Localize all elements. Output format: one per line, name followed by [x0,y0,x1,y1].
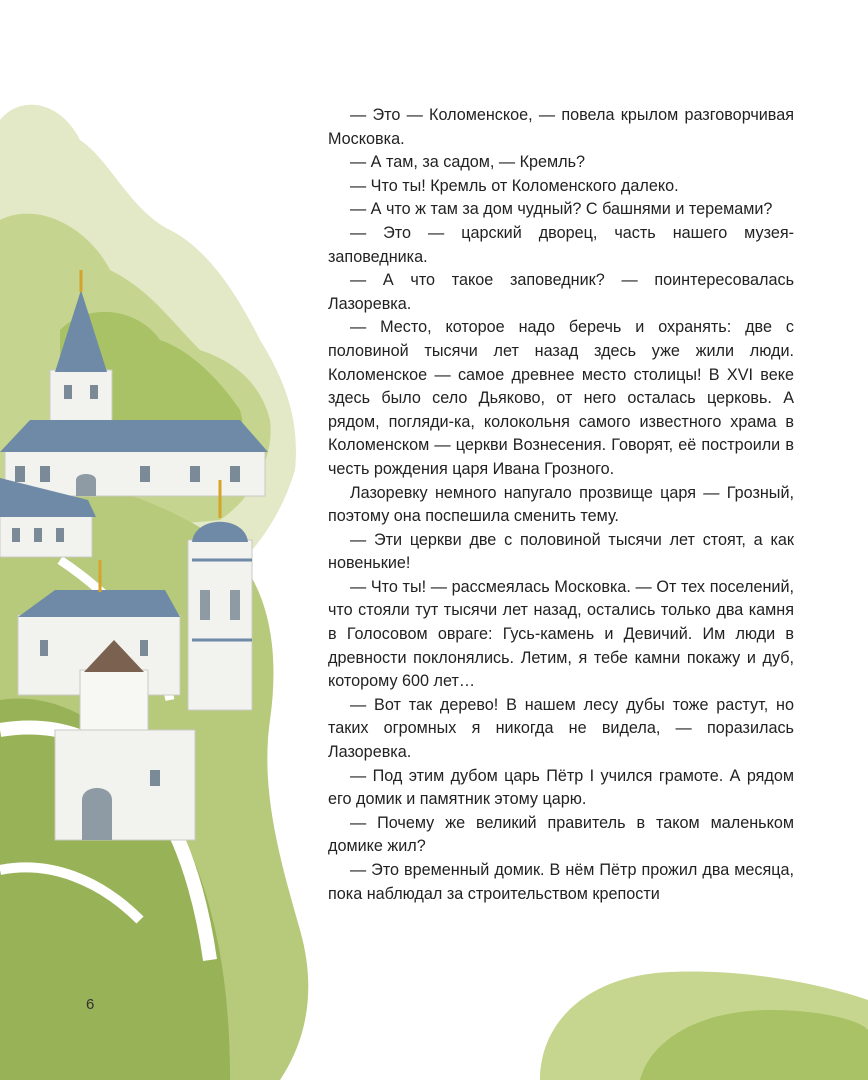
paragraph: — Это — Коломенское, — повела крылом разговорчивая Московка. [328,106,794,148]
paragraph: — А что такое заповедник? — поинтересовалась Лазоревка. [328,271,794,313]
paragraph: — Что ты! — рассмеялась Московка. — От тех поселений, что стояли тут тысячи лет назад, остались только два камня в Голосовом овраге: Гусь-камень и Девичий. Им люди в древности поклонялись. Летим, я тебе камни покажу и дуб, которому 600 лет… [328,577,794,691]
paragraph: — Это — царский дворец, часть нашего музея-заповедника. [328,223,794,266]
paragraph: — Что ты! Кремль от Коломенского далеко. [350,176,679,195]
paragraph: — Вот так дерево! В нашем лесу дубы тоже растут, но таких огромных я никогда не видела, — поразилась Лазоревка. [328,695,794,762]
paragraph: — А что ж там за дом чудный? С башнями и теремами? [350,200,773,219]
page-number: 6 [86,996,95,1013]
paragraph: — А там, за садом, — Кремль? [350,153,586,172]
paragraph: — Под этим дубом царь Пётр I учился грамоте. А рядом его домик и памятник этому царю. [328,766,794,809]
paragraph: — Это временный домик. В нём Пётр прожил два месяца, пока наблюдал за строительством крепости [328,861,794,903]
palace-building-icon [0,420,268,496]
paragraph: — Место, которое надо беречь и охранять: две с половиной тысячи лет назад здесь уже жили люди. Коломенское — самое древнее место столицы! В XVI веке здесь было село Дьяково, от него осталась церковь. А рядом, погляди-ка, колокольня самого известного храма в Коломенском — церкви Вознесения. Говорят, её построили в честь рождения царя Ивана Грозного. [328,318,794,478]
paragraph: — Почему же великий правитель в таком маленьком домике жил? [328,813,794,856]
paragraph: — Эти церкви две с половиной тысячи лет стоят, а как новенькие! [328,530,794,573]
paragraph: Лазоревку немного напугало прозвище царя — Грозный, поэтому она поспешила сменить тему. [328,483,794,526]
story-text [328,104,794,906]
